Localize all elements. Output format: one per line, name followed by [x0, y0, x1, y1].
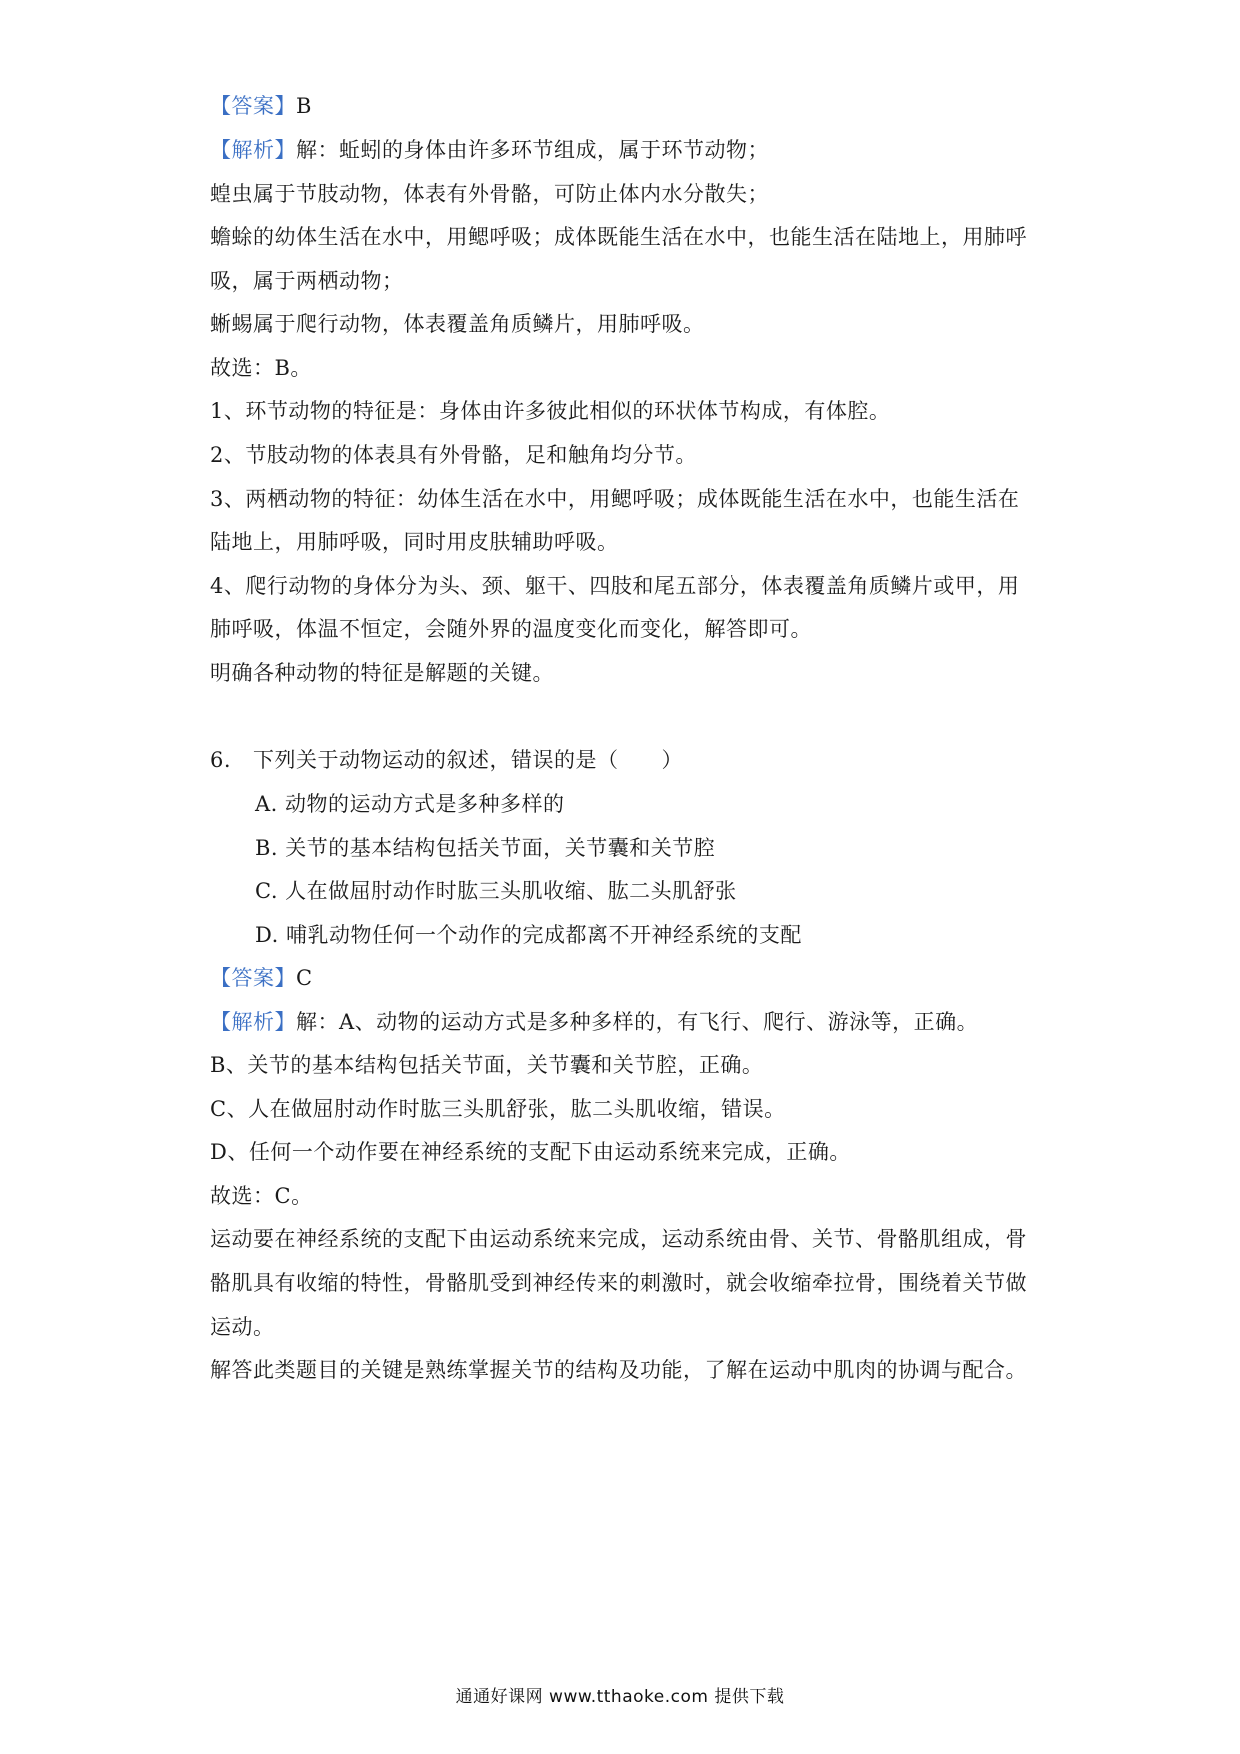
text-line: 故选：C。 [210, 1184, 313, 1208]
analysis-text: 解：A、动物的运动方式是多种多样的，有飞行、爬行、游泳等，正确。 [296, 1010, 979, 1034]
question-number: 6. [210, 748, 232, 772]
analysis-text: 解：蚯蚓的身体由许多环节组成，属于环节动物； [296, 138, 769, 162]
text-line: B、关节的基本结构包括关节面，关节囊和关节腔，正确。 [210, 1053, 764, 1077]
text-line: 1、环节动物的特征是：身体由许多彼此相似的环状体节构成，有体腔。 [210, 399, 891, 423]
analysis-line-1 [210, 135, 769, 165]
text-line: 3、两栖动物的特征：幼体生活在水中，用鳃呼吸；成体既能生活在水中，也能生活在 [210, 487, 1020, 511]
text-line: 陆地上，用肺呼吸，同时用皮肤辅助呼吸。 [210, 530, 619, 554]
analysis-line-2 [210, 1007, 978, 1037]
answer-value: B [296, 94, 312, 118]
question-stem [210, 745, 683, 775]
answer-line-1 [210, 91, 312, 121]
answer-tag: 【答案】 [210, 966, 296, 990]
page-footer: 通通好课网 www.tthaoke.com 提供下载 [455, 1687, 785, 1707]
text-line: 故选：B。 [210, 356, 312, 380]
text-line: D、任何一个动作要在神经系统的支配下由运动系统来完成，正确。 [210, 1140, 851, 1164]
analysis-tag: 【解析】 [210, 138, 296, 162]
text-line: C、人在做屈肘动作时肱三头肌舒张，肱二头肌收缩，错误。 [210, 1097, 786, 1121]
answer-line-2 [210, 963, 313, 993]
text-line: 蜥蜴属于爬行动物，体表覆盖角质鳞片，用肺呼吸。 [210, 312, 705, 336]
text-line: 吸，属于两栖动物； [210, 269, 404, 293]
text-line: 蟾蜍的幼体生活在水中，用鳃呼吸；成体既能生活在水中，也能生活在陆地上，用肺呼 [210, 225, 1027, 249]
text-line: 明确各种动物的特征是解题的关键。 [210, 661, 554, 685]
text-line: 运动要在神经系统的支配下由运动系统来完成，运动系统由骨、关节、骨骼肌组成，骨 [210, 1227, 1027, 1251]
answer-value: C [296, 966, 313, 990]
text-line: 蝗虫属于节肢动物，体表有外骨骼，可防止体内水分散失； [210, 182, 769, 206]
text-line: 肺呼吸，体温不恒定，会随外界的温度变化而变化，解答即可。 [210, 617, 812, 641]
option-a: A. 动物的运动方式是多种多样的 [255, 792, 565, 816]
text-line: 解答此类题目的关键是熟练掌握关节的结构及功能，了解在运动中肌肉的协调与配合。 [210, 1358, 1027, 1382]
option-d: D. 哺乳动物任何一个动作的完成都离不开神经系统的支配 [255, 923, 802, 947]
option-b: B. 关节的基本结构包括关节面，关节囊和关节腔 [255, 836, 716, 860]
answer-tag: 【答案】 [210, 94, 296, 118]
analysis-tag: 【解析】 [210, 1010, 296, 1034]
text-line: 2、节肢动物的体表具有外骨骼，足和触角均分节。 [210, 443, 697, 467]
text-line: 骼肌具有收缩的特性，骨骼肌受到神经传来的刺激时，就会收缩牵拉骨，围绕着关节做 [210, 1271, 1027, 1295]
text-line: 运动。 [210, 1315, 275, 1339]
option-c: C. 人在做屈肘动作时肱三头肌收缩、肱二头肌舒张 [255, 879, 737, 903]
question-text: 下列关于动物运动的叙述，错误的是（ ） [253, 748, 683, 772]
text-line: 4、爬行动物的身体分为头、颈、躯干、四肢和尾五部分，体表覆盖角质鳞片或甲，用 [210, 574, 1020, 598]
